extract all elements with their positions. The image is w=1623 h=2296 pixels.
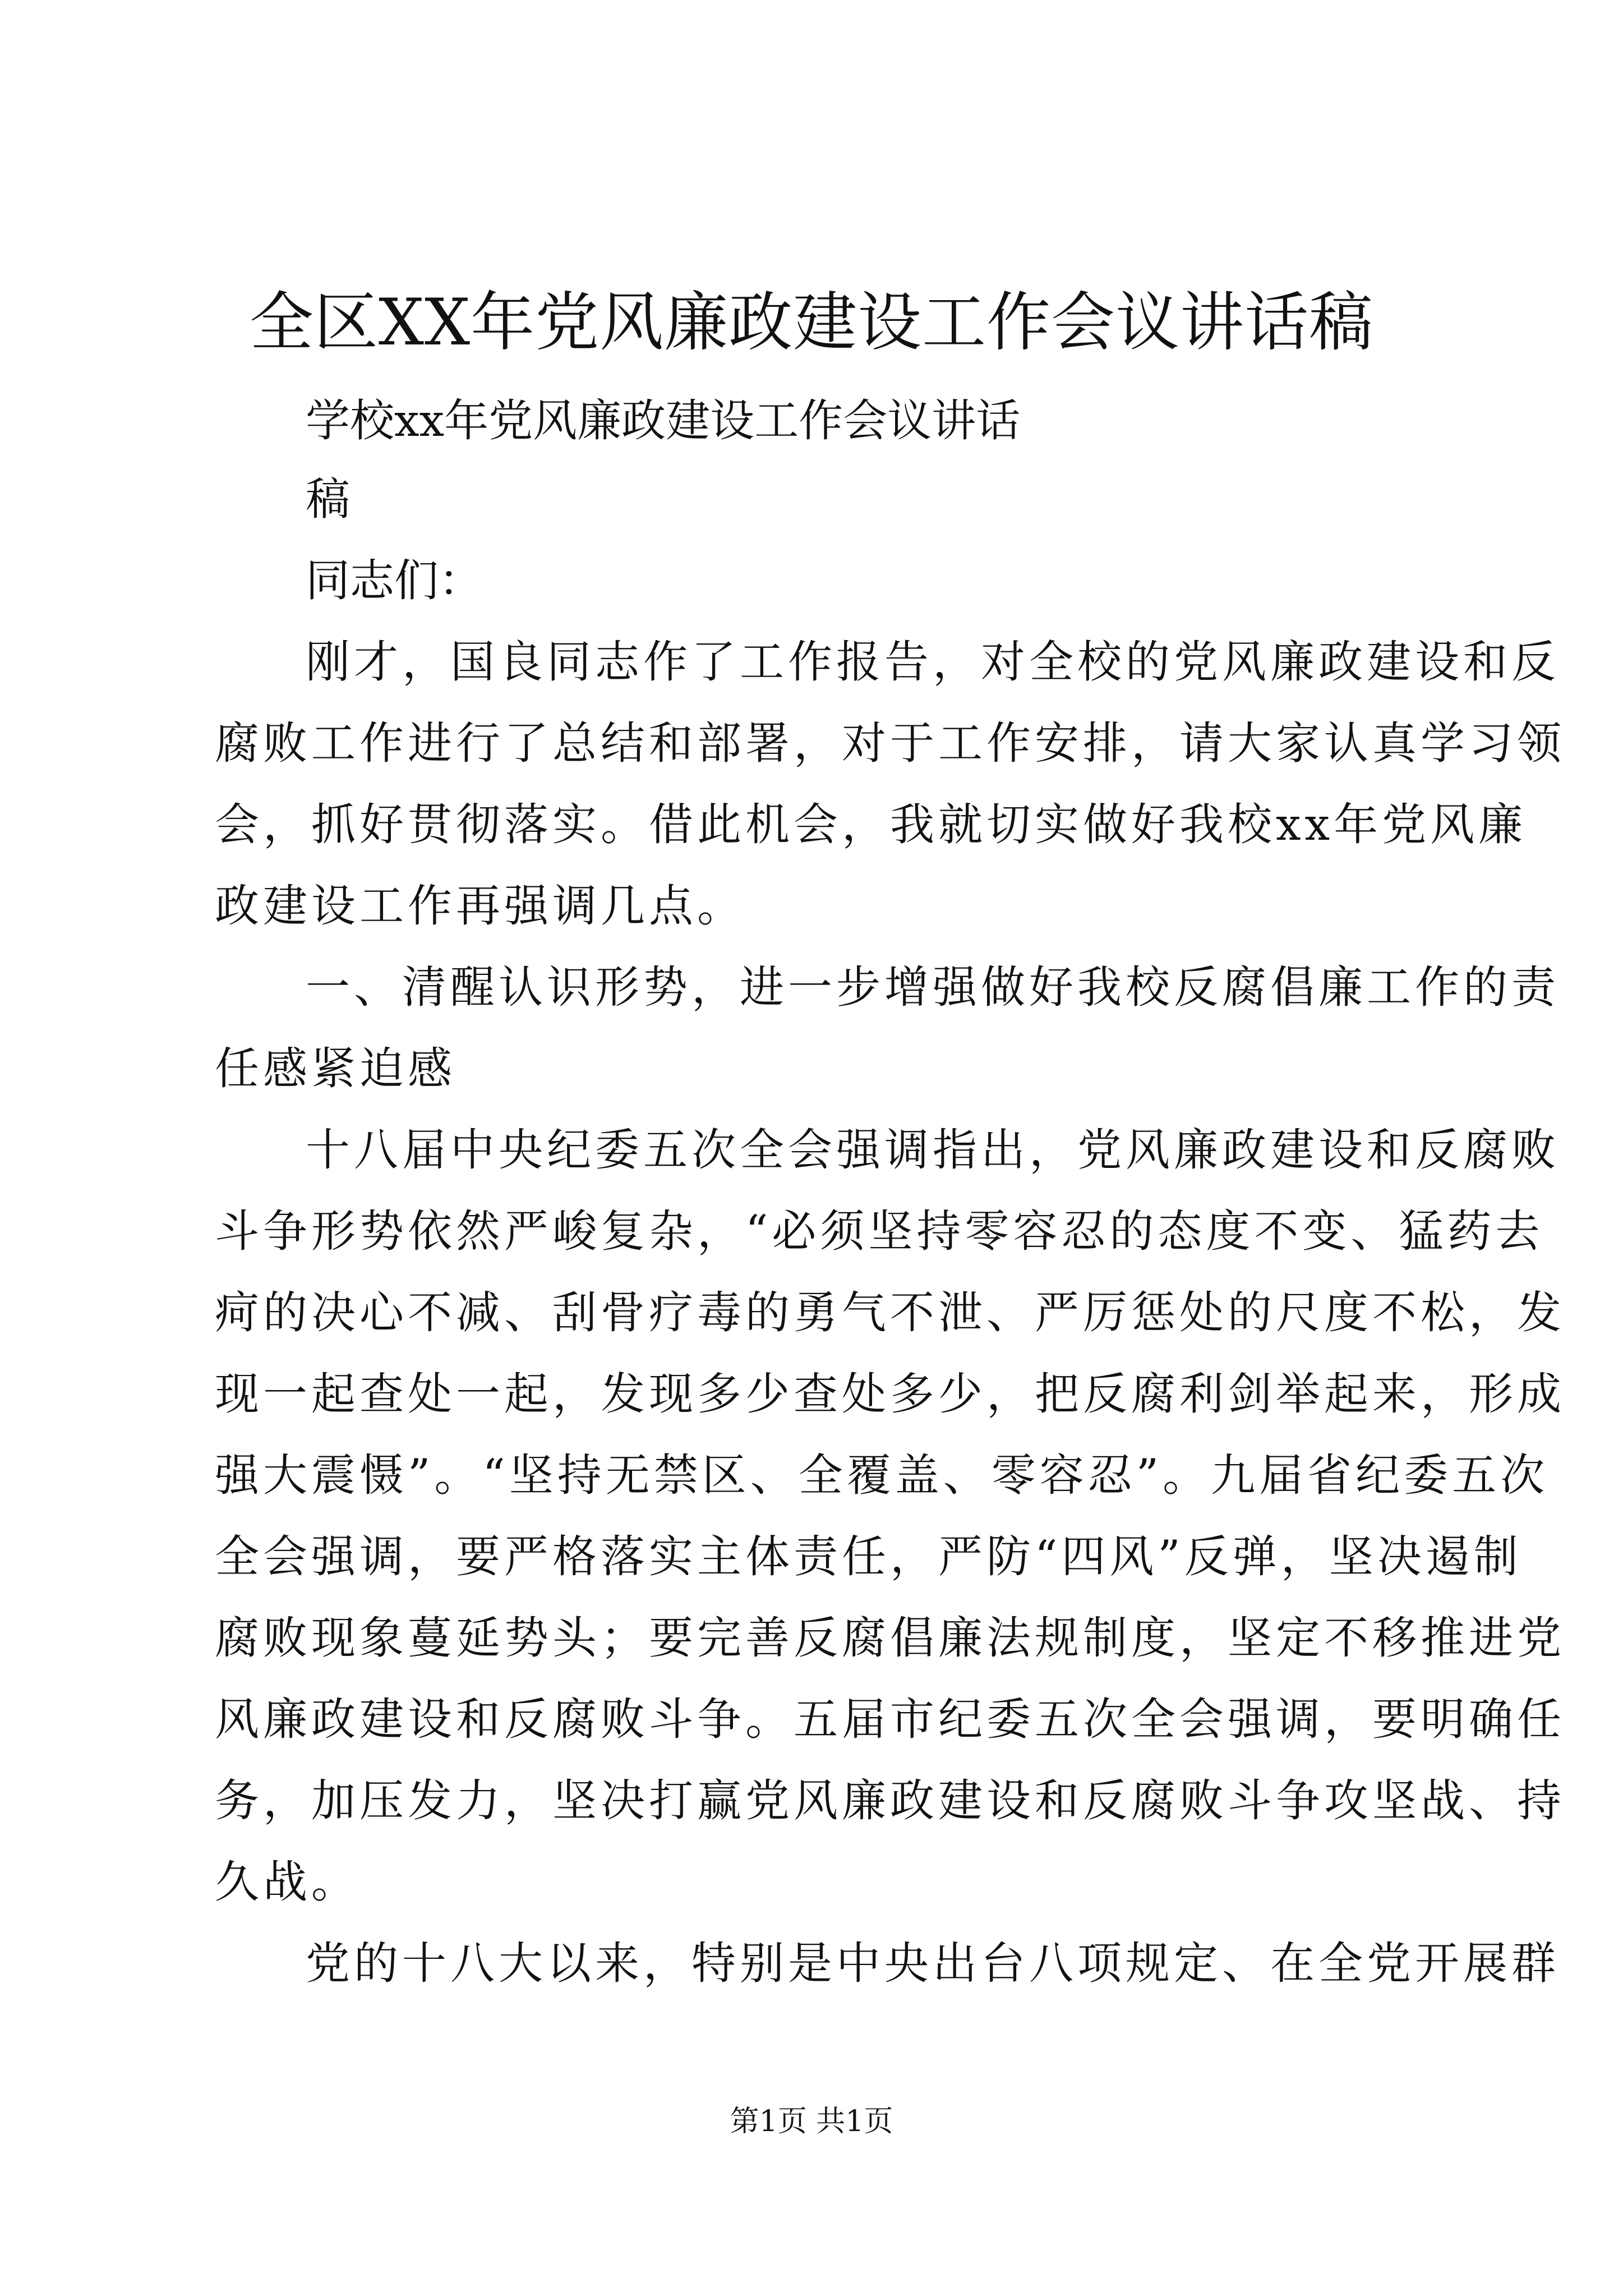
paragraph-line: 腐败现象蔓延势头；要完善反腐倡廉法规制度，坚定不移推进党: [215, 1612, 1565, 1664]
subtitle-line-1: 学校xx年党风廉政建设工作会议讲话: [306, 395, 1021, 447]
page-number-footer: 第1页 共1页: [730, 2105, 893, 2138]
section-heading-line: 一、清醒认识形势，进一步增强做好我校反腐倡廉工作的责: [306, 961, 1560, 1013]
paragraph-line: 会，抓好贯彻落实。借此机会，我就切实做好我校xx年党风廉: [215, 799, 1527, 850]
paragraph-line: 风廉政建设和反腐败斗争。五届市纪委五次全会强调，要明确任: [215, 1694, 1565, 1745]
paragraph-line: 政建设工作再强调几点。: [215, 880, 745, 932]
paragraph-line: 现一起查处一起，发现多少查处多少，把反腐利剑举起来，形成: [215, 1368, 1565, 1420]
paragraph-line: 全会强调，要严格落实主体责任，严防“四风”反弹，坚决遏制: [215, 1531, 1522, 1582]
paragraph-line: 强大震慑”。“坚持无禁区、全覆盖、零容忍”。九届省纪委五次: [215, 1450, 1549, 1501]
paragraph-line: 斗争形势依然严峻复杂，“必须坚持零容忍的态度不变、猛药去: [215, 1205, 1544, 1257]
paragraph-line: 刚才，国良同志作了工作报告，对全校的党风廉政建设和反: [306, 636, 1560, 688]
subtitle-line-2: 稿: [306, 473, 350, 525]
paragraph-line: 十八届中央纪委五次全会强调指出，党风廉政建设和反腐败: [306, 1124, 1560, 1176]
section-heading-line: 任感紧迫感: [215, 1043, 456, 1094]
paragraph-line: 务，加压发力，坚决打赢党风廉政建设和反腐败斗争攻坚战、持: [215, 1775, 1565, 1826]
paragraph-line: 党的十八大以来，特别是中央出台八项规定、在全党开展群: [306, 1938, 1560, 1989]
salutation: 同志们：: [306, 555, 483, 606]
paragraph-line: 疴的决心不减、刮骨疗毒的勇气不泄、严厉惩处的尺度不松，发: [215, 1287, 1565, 1338]
paragraph-line: 腐败工作进行了总结和部署，对于工作安排，请大家认真学习领: [215, 717, 1565, 769]
document-title: 全区XX年党风廉政建设工作会议讲话稿: [249, 285, 1374, 360]
paragraph-line: 久战。: [215, 1856, 359, 1908]
